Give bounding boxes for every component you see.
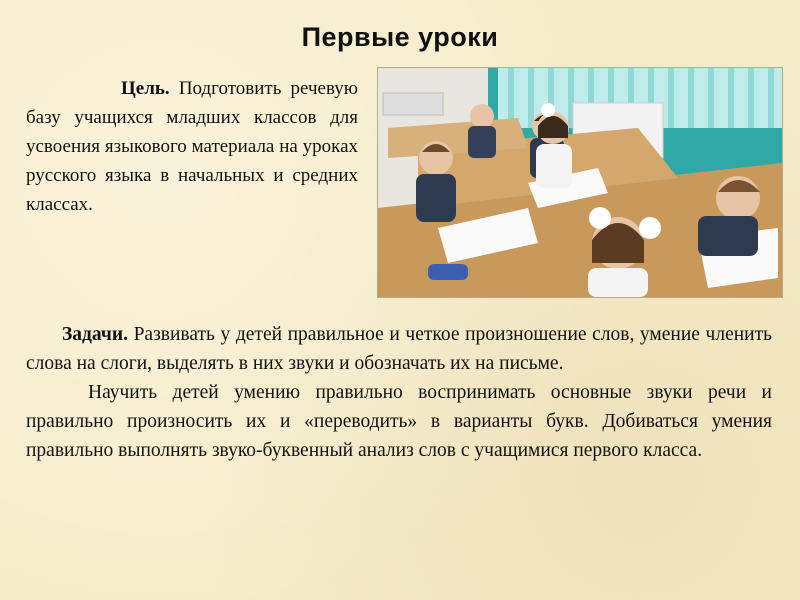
- goal-text: Подготовить речевую базу учащихся младших классов для усвоения языкового материала на уроках русского языка в начальных и средних классах.: [26, 78, 358, 215]
- classroom-illustration: [378, 68, 782, 297]
- goal-paragraph: [26, 74, 358, 219]
- pencil-case-icon: [428, 264, 468, 280]
- tasks-text-1: Развивать у детей правильное и четкое произношение слов, умение членить слова на слоги, выделять в них звуки и обозначать их на письме.: [26, 324, 773, 374]
- tasks-block: [26, 320, 772, 465]
- tasks-text-2: Научить детей умению правильно воспринимать основные звуки речи и правильно произносить их и «переводить» в варианты букв. Добиваться умения правильно выполнять звуко-буквенный анализ слов с учащимися первого класса.: [26, 382, 772, 461]
- bookshelf-icon: [383, 93, 443, 115]
- slide-title: Первые уроки: [301, 22, 499, 52]
- classroom-photo: [377, 67, 783, 298]
- student-figure-icon: [468, 104, 496, 158]
- tasks-label: Задачи.: [62, 324, 128, 345]
- tasks-paragraph-2: [26, 378, 772, 465]
- goal-label: Цель.: [121, 78, 170, 99]
- student-figure-icon: [416, 141, 456, 222]
- tasks-paragraph-1: [26, 320, 772, 378]
